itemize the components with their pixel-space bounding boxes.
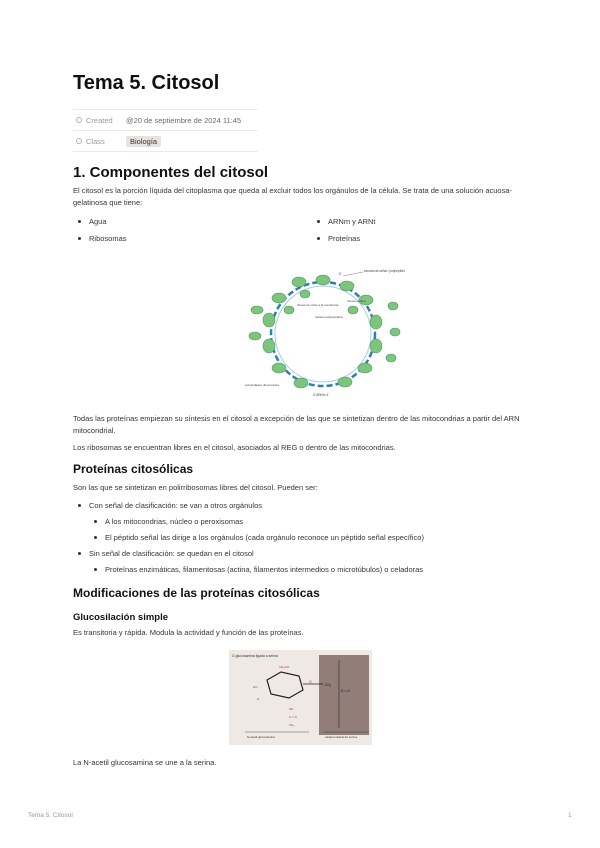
svg-text:NH: NH	[289, 707, 294, 711]
footer-title: Tema 5. Citosol	[28, 812, 73, 819]
svg-text:C = O: C = O	[289, 715, 297, 719]
subheading-glucosilacion: Glucosilación simple	[73, 612, 169, 623]
list-item: Proteínas enzimáticas, filamentosas (actina, filamentos intermedios o microtúbulos) o celadoras	[73, 564, 527, 575]
ribosome	[370, 315, 382, 329]
page-title: Tema 5. Citosol	[73, 72, 220, 94]
list-item: Sin señal de clasificación: se quedan en el citosol	[73, 548, 527, 559]
list-item: Con señal de clasificación: se van a otros orgánulos	[73, 500, 527, 511]
figure-label: secuencia señal / polipéptido	[364, 269, 405, 273]
ribosome	[358, 363, 372, 373]
figure-label: 5' ARNm 3'	[313, 393, 329, 397]
property-created	[73, 109, 258, 130]
paragraph-ribosomes: Los ribosomas se encuentran libres en el citosol, asociados al REG o dentro de las mitocondrias.	[73, 443, 396, 452]
section-heading-proteinas: Proteínas citosólicas	[73, 462, 194, 476]
svg-text:CH₃: CH₃	[289, 723, 295, 727]
ribosome	[300, 290, 310, 298]
ribosome	[292, 277, 306, 287]
property-value: @20 de septiembre de 2024 11:45	[126, 115, 242, 125]
svg-text:H: H	[257, 697, 260, 701]
ribosome-figure	[243, 262, 409, 402]
list-item: Agua	[73, 216, 312, 227]
protein-region	[319, 655, 369, 735]
ribosome	[390, 328, 400, 336]
list-icon	[76, 138, 82, 144]
figure-label: cadena polipeptídica	[315, 315, 343, 319]
svg-text:C = O: C = O	[341, 689, 350, 693]
paragraph-intro: El citosol es la porción líquida del citoplasma que queda al excluir todos los orgánulos de la célula. Se trata de una solución acuosa-gelatinosa que tiene:	[73, 186, 513, 207]
svg-text:HO: HO	[253, 685, 258, 689]
ribosome	[316, 275, 330, 285]
svg-text:CH₂OH: CH₂OH	[279, 665, 289, 669]
figure-label: cadena lateral de serina	[325, 735, 358, 739]
list-item: Proteínas	[312, 233, 527, 244]
ribosome	[284, 306, 294, 314]
svg-text:O: O	[309, 680, 312, 684]
list-item: A los mitocondrias, núcleo o peroxisomas	[73, 516, 527, 527]
section-heading-modificaciones: Modificaciones de las proteínas citosólicas	[73, 586, 320, 600]
ribosome	[348, 306, 358, 314]
list-item: ARNm y ARNt	[312, 216, 527, 227]
paragraph-glucosilacion: Es transitoria y rápida. Modula la actividad y función de las proteínas.	[73, 628, 304, 637]
ribosome	[388, 302, 398, 310]
ribosome	[370, 339, 382, 353]
ribosome	[263, 313, 275, 327]
proteins-list	[73, 500, 527, 580]
figure-caption: La N-acetil glucosamina se une a la serina.	[73, 758, 217, 767]
figure-label: N-acetil glucosamina	[247, 735, 275, 739]
figure-label: ribosoma libre	[347, 299, 366, 303]
property-key: Class	[86, 136, 105, 146]
property-class	[73, 130, 258, 152]
figure-title: O-glucosamina ligada a serina	[232, 654, 278, 658]
paragraph-proteins-synthesis: Todas las proteínas empiezan su síntesis en el citosol a excepción de las que se sintetizan dentro de las mitocondrias a partir del ARN mitocondrial.	[73, 414, 520, 435]
components-list	[73, 216, 527, 244]
properties-table	[73, 109, 258, 152]
figure-label: ribosoma unido a la membrana	[297, 303, 339, 307]
figure-label: 5'	[339, 272, 342, 276]
ribosome	[251, 306, 263, 314]
ribosome	[272, 363, 286, 373]
ribosome	[294, 378, 308, 388]
paragraph-proteinas-intro: Son las que se sintetizan en polirribosomas libres del citosol. Pueden ser:	[73, 483, 318, 492]
glucosylation-figure	[229, 650, 372, 745]
ribosome	[272, 293, 286, 303]
ribosome	[340, 281, 354, 291]
svg-text:CH₂: CH₂	[325, 683, 332, 687]
list-item: Ribosomas	[73, 233, 312, 244]
clock-icon	[76, 117, 82, 123]
class-tag[interactable]: Biología	[126, 136, 161, 147]
ribosome	[386, 354, 396, 362]
list-item: El péptido señal las dirige a los orgánulos (cada orgánulo reconoce un péptido señal específico)	[73, 532, 527, 543]
property-key: Created	[86, 115, 113, 125]
figure-label: subunidades ribosómicas	[245, 383, 279, 387]
ribosome	[338, 377, 352, 387]
footer-page-number: 1	[568, 812, 572, 819]
ribosome	[263, 339, 275, 353]
ribosome	[249, 332, 261, 340]
section-heading-componentes: 1. Componentes del citosol	[73, 164, 269, 181]
